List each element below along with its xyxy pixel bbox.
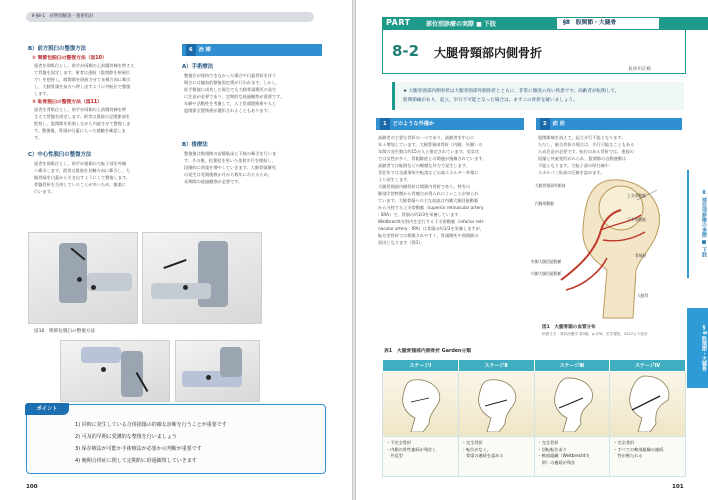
- right-page: [356, 0, 708, 500]
- stage-image-1: [383, 372, 459, 437]
- chapter-summary: ★ 大腿骨頸部内側骨折は大腿骨頸部外側骨折とともに，非常に頻度の高い疾患です。高齢者が転倒して， 股関節痛があり，起立，歩行不可能となった場合は，まずこの骨折を疑いましょう。: [392, 82, 684, 110]
- heading-b2: ② 恥骨脱臼の整復方法（図11）: [32, 100, 102, 105]
- stage-desc-1: ・不完全骨折 ・内側の骨性連続が残存し 外反型: [383, 437, 459, 477]
- fig1-caption: 図1 大腿骨頭の血管分布: [542, 325, 596, 330]
- stage-image-4: [610, 372, 686, 437]
- femur-illustration: [541, 170, 681, 320]
- side-tab-section[interactable]: §8 股関節・大腿骨: [687, 308, 708, 388]
- part-title: 部位別診療の実際 ■ 下肢: [426, 21, 496, 28]
- table-caption: 表1 大腿骨頸部内側骨折 Garden分類: [384, 349, 472, 354]
- stage-desc-2: ・完全骨折 ・転位がなく， 骨梁の連続を認める: [458, 437, 534, 477]
- fig1-label-5: 外側大腿回旋動脈: [531, 259, 562, 264]
- fig11-photo-1: [60, 340, 170, 402]
- fig10-caption: 図10 関節包脱臼の整復方法: [34, 329, 95, 334]
- stage-image-3: [534, 372, 610, 437]
- left-page: [0, 0, 352, 500]
- point-item-1: 1) 同時に発生している合併損傷の的確な診断を行うことが重要です: [75, 422, 227, 428]
- point-item-4: 4) 晩期合併症に関して定期的に経過観察していきます: [75, 458, 197, 464]
- page-number-right: 101: [672, 484, 684, 490]
- point-box: [26, 404, 326, 474]
- stage-desc-3: ・完全骨折 ・回転転位あり ・軟部組織（Weitbrecht支 帯）の連続が残存: [534, 437, 610, 477]
- fig1-femoral-head-diagram: [531, 170, 681, 320]
- text-surgery: 整復位が保持できなかった場合や臼蓋骨折を伴う 場合には観血的整復固定術が行われます。しかし， 徒手整復に成功した場合でも大腿骨頭壊死の発生 に注意が必要であり，定期的な経過観察が重要です。 年齢や活動性を考慮して，人工骨頭置換術や人工 股関節全置換術が選択されることもあります。: [184, 73, 285, 113]
- text-symptoms: 股関節痛を訴えて，起立歩行不能となります。 ただし，嵌合骨折の場合は，歩行可能なこともある ため注意が必要です。転位のある骨折では，患肢の 短縮と外旋変形がみられ，股関節の自動運動は 不能となります。大転子部の叩打痛や スカルパ三角部の圧痛を認めます。: [538, 135, 635, 175]
- garden-classification-table: [382, 359, 686, 477]
- fig11-photo-2: [175, 340, 260, 402]
- text-injury: 高齢者の主要な骨折の一つであり，高齢者を中心に 年々増加しています。大腿骨頸部骨折（内側，外側）の 年間の発生数は約15万人と推定されています。男女比 では女性が多く，骨粗鬆症との関連が指摘されています。 高齢者では転倒などの軽微な外力で発生します。 青壮年では交通事故や転落などの高エネルギー外傷に より発生します。 大腿骨頸部内側骨折は関節内骨折であり，特有の 解剖学的特徴から骨癒合が得られにくいことが知られ ています。大腿骨頭への主な血流は内側大腿回旋動脈 から分枝する上支帯動脈（superior retinacular artery : SRA）で，骨頭の約2/3を栄養しています。 Weitbrecht支帯内を走行する下支帯動脈（inferior reti- nacular artery : IRA）は骨頭の約1/3を栄養しますが， 転位型骨折では損傷されやすく，骨頭壊死や偽関節の 原因となります（図1）。: [378, 135, 487, 245]
- stage-image-2: [458, 372, 534, 437]
- stage-header-4: ステージⅣ: [610, 360, 686, 372]
- fig10-photo-2: [142, 232, 262, 324]
- running-header: Ⅱ-§8-1 症例別解説・施術指針: [26, 12, 314, 22]
- section-heading-treatment: 6 治 療: [182, 44, 322, 56]
- fig10-photo-1: [28, 232, 138, 324]
- page-number-left: 100: [26, 484, 38, 490]
- text-aftercare: 整復後は数週間の安静臥床と下肢の牽引を行いま す。その後，松葉杖を用いた免荷歩行を開始し， 段階的に荷重を増やしていきます。大腿骨頭壊死 の発生は受傷後数か月から数年にわたるため， 長期間の経過観察が必要です。: [184, 151, 277, 184]
- author-name: 長谷川正裕: [628, 67, 651, 72]
- fig1-label-7: 円靱帯動脈: [535, 201, 554, 206]
- section-heading-symptoms: 2 症 状: [536, 118, 682, 130]
- text-b1: 患者を仰臥位とし，助手が両側の上前腸骨棘を押さえ て骨盤を固定します。術者は患肢（股関節を伸展位 で）を把持し，膝関節を屈曲させて末梢方向に牽引 し，大腿骨頭を前方へ押し出すように外転位で整復 します。: [34, 63, 135, 96]
- fig1-label-4: 内側大腿回旋動脈: [531, 271, 562, 276]
- text-b2: 患者を背臥位とし，助手が両側の上前腸骨棘を押 さえて骨盤を固定します。術者は患肢の足関節部を 把持し，股関節を屈曲しながら内旋させて整復しま す。整復後，骨頭が臼蓋に入った感触を確認しま す。: [34, 107, 131, 140]
- fig1-label-2: 上支帯動脈: [627, 193, 646, 198]
- fig1-label-1: 大腿骨頸部外側部: [535, 183, 566, 188]
- section-label: §8 股関節・大腿骨: [556, 17, 660, 30]
- chapter-number: 8-2: [392, 42, 420, 60]
- heading-surgery: A）手術療法: [182, 64, 214, 70]
- part-label: PART: [386, 18, 411, 27]
- stage-header-3: ステージⅢ: [534, 360, 610, 372]
- section-heading-injury: 1 どのような外傷か: [376, 118, 524, 130]
- fig1-label-3: 下支帯動脈: [627, 217, 646, 222]
- point-item-3: 3) 保存療法が可能か手術療法が必要かの判断が重要です: [75, 446, 202, 452]
- stage-header-2: ステージⅡ: [458, 360, 534, 372]
- point-badge: ポイント: [25, 403, 69, 415]
- fig1-label-6: 大腿骨: [637, 293, 649, 298]
- stage-desc-4: ・完全骨折 ・すべての軟部組織の連続 性が断たれる: [610, 437, 686, 477]
- fig1-label-8: 骨端枝: [635, 253, 647, 258]
- heading-aftercare: B）後療法: [182, 142, 208, 148]
- text-c: 患者を仰臥位とし，助手が患側の大転子部を外側 へ牽引します。術者は患肢を長軸方向に牽引し，大 腿骨頭を臼蓋から引き出すようにして整復します。 骨盤骨折を合併していることが多いため，慎重に 行います。: [34, 161, 130, 194]
- stage-header-1: ステージⅠ: [383, 360, 459, 372]
- heading-b1: ① 関節包脱臼の整復方法（図10）: [32, 56, 107, 61]
- side-tab-part[interactable]: Ⅱ 部位別診療の実際 ■ 下肢: [687, 170, 708, 278]
- fig1-source: 松野丈夫：骨折治療学 第4版，p.378，医学書院，2012より改変: [542, 332, 648, 336]
- heading-anterior-reduction: B）前方脱臼の整復方法: [28, 46, 87, 52]
- heading-central-reduction: C）中心性脱臼の整復方法: [28, 152, 92, 158]
- point-item-2: 2) 可及的早期に愛護的な整復を行いましょう: [75, 434, 177, 440]
- chapter-title: 大腿骨頸部内側骨折: [434, 46, 543, 60]
